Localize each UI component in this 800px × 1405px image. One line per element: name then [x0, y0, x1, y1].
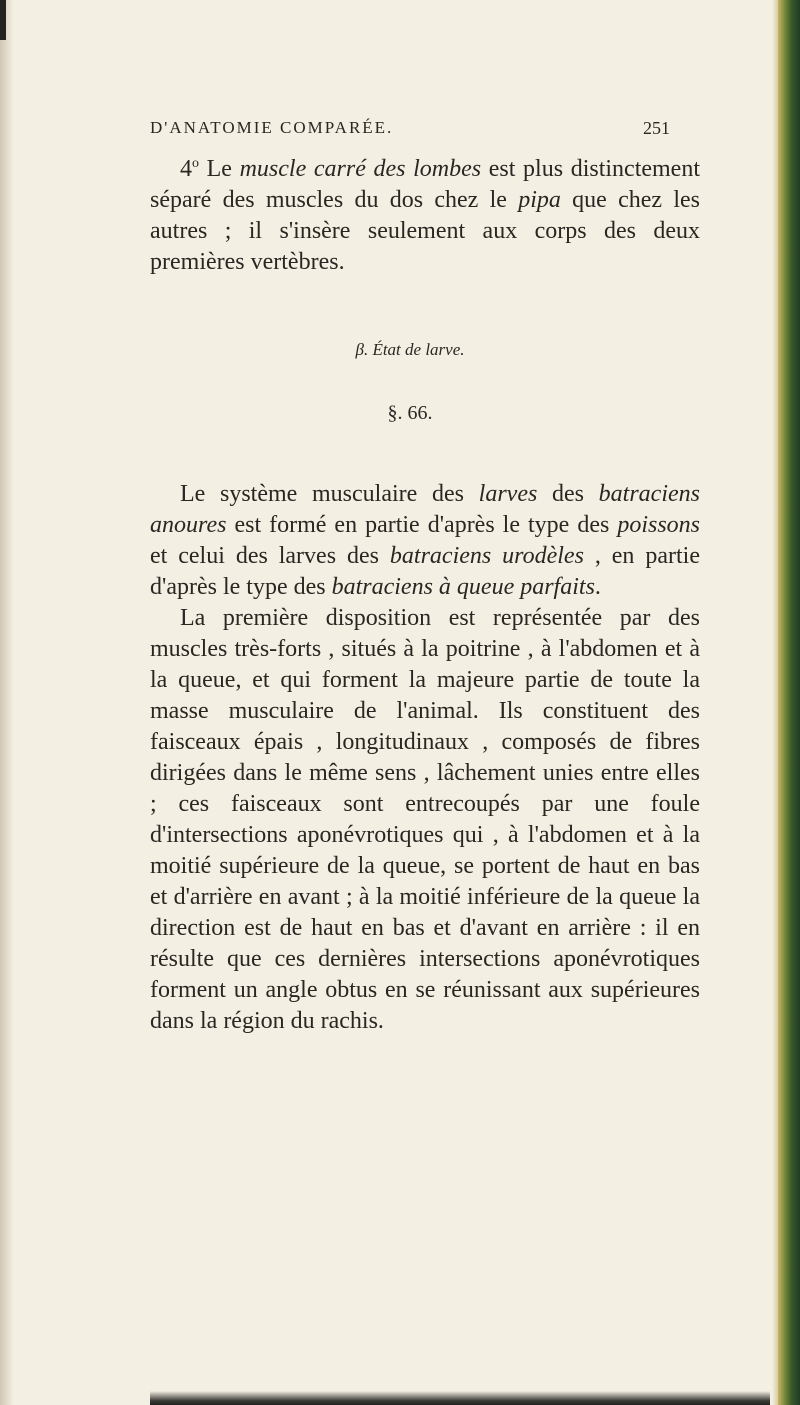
page-edge-mark: [0, 0, 6, 40]
bottom-edge-shadow: [150, 1391, 770, 1405]
paragraph-text: .: [594, 574, 601, 600]
paragraph-text: est formé en partie d'après le type des: [226, 512, 618, 538]
page-number: 251: [643, 118, 670, 138]
body-text: [150, 479, 700, 1037]
paragraph-text: des: [537, 481, 599, 507]
running-head: [150, 118, 670, 142]
italic-term: larves: [478, 481, 538, 507]
italic-term: batraciens urodèles: [389, 543, 584, 569]
italic-term: batraciens à queue parfaits: [331, 574, 595, 600]
item-number: 4: [180, 156, 192, 182]
paragraph-text: est plus distinctement séparé des muscles du dos chez le: [150, 156, 701, 213]
book-binding: [778, 0, 800, 1405]
running-head-title: D'ANATOMIE COMPARÉE.: [150, 118, 394, 137]
paragraph-text: et celui des larves des: [150, 543, 390, 569]
section-heading: §. 66.: [387, 402, 433, 424]
italic-term: pipa: [518, 187, 561, 213]
paragraph-text: , en partie d'après le type des: [150, 543, 700, 600]
italic-term: muscle carré des lombes: [239, 156, 482, 182]
item-number-superscript: o: [192, 156, 199, 171]
page-gutter-shadow: [0, 0, 14, 1405]
italic-term: poissons: [617, 512, 700, 538]
paragraph-text: Le système musculaire des: [180, 481, 479, 507]
subsection-heading: β. État de larve.: [355, 340, 465, 359]
paragraph-muscle-carre: [150, 148, 700, 278]
italic-term: batraciens anoures: [150, 481, 700, 538]
paragraph-text: que chez les autres ; il s'insère seulement aux corps des deux premières vertèbres.: [150, 187, 700, 275]
paragraph-larves: [150, 479, 700, 603]
paragraph-premiere-disposition: La première disposition est représentée par des muscles très-forts , situés à la poitrine , à l'abdomen et à la queue, et qui forment la majeure partie de toute la masse musculaire de l'animal. Ils constituent des faisceaux épais , longitudinaux , composés de fibres dirigées dans le même sens , lâchement unies entre elles ; ces faisceaux sont entrecoupés par une foule d'intersections aponévrotiques qui , à l'abdomen et à la moitié supérieure de la queue, se portent de haut en bas et d'arrière en avant ; à la moitié inférieure de la queue la direction est de haut en bas et d'avant en arrière : il en résulte que ces dernières intersections aponévrotiques forment un angle obtus en se réunissant aux supérieures dans la région du rachis.: [150, 605, 700, 1034]
paragraph-text: Le: [199, 156, 240, 182]
